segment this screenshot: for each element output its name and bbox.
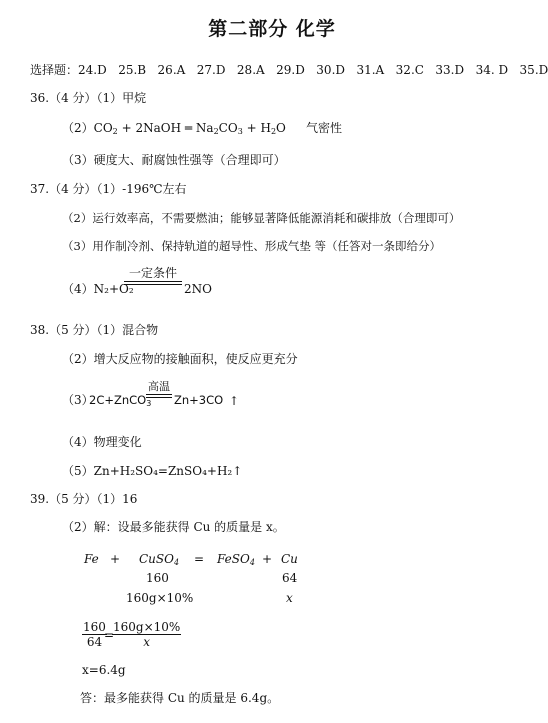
- choice-answer: 33.D: [435, 63, 465, 77]
- q39-head: 39.（5 分）（1）16: [30, 492, 138, 506]
- reaction-condition: [146, 378, 172, 398]
- q38-part4: （4）物理变化: [62, 435, 142, 449]
- formula-text: CO: [218, 121, 238, 135]
- q36-head: 36.（4 分）（1）甲烷: [30, 91, 147, 105]
- q38-p3-lhs: [89, 392, 151, 412]
- q36-p2-label: （2）: [62, 121, 94, 135]
- q38-p3-label: （3）: [62, 393, 94, 407]
- formula-text: CuSO: [139, 552, 174, 566]
- condition-text: 一定条件: [128, 266, 177, 280]
- eq-cu: Cu: [281, 552, 298, 566]
- eq-feso4: [217, 551, 255, 571]
- formula-sub: 2: [270, 127, 277, 136]
- choice-answer: 35.D: [519, 63, 548, 77]
- formula-sub: 2: [112, 127, 118, 136]
- q36-part2: [62, 120, 286, 140]
- formula-sub: 2: [213, 127, 219, 136]
- q38-p3-rhs: Zn+3CO: [174, 393, 224, 407]
- ratio-right-num: 160g×10%: [113, 620, 181, 634]
- q39-part2: （2）解：设最多能获得 Cu 的质量是 x。: [62, 520, 285, 534]
- formula-text: FeSO: [217, 552, 250, 566]
- choice-answer: 30.D: [316, 63, 346, 77]
- choice-answers: [30, 62, 548, 78]
- formula-sub: 4: [249, 558, 255, 567]
- mass-cuso4: 160: [146, 571, 169, 585]
- condition-text: 高温: [148, 380, 170, 393]
- formula-text: CO: [93, 121, 113, 135]
- q38-part5: （5）Zn+H₂SO₄=ZnSO₄+H₂↑: [62, 464, 243, 478]
- q38-part2: （2）增大反应物的接触面积，使反应更充分: [62, 352, 298, 366]
- formula-sub: 3: [237, 127, 243, 136]
- choice-answer: 26.A: [157, 63, 186, 77]
- formula-text: O: [276, 121, 286, 135]
- q37-head: 37.（4 分）（1）-196℃左右: [30, 182, 187, 196]
- ratio-equals: =: [104, 628, 115, 642]
- q37-p4-product: 2NO: [184, 282, 212, 296]
- q37-part3: （3）用作制冷剂、保持轨道的超导性、形成气垫 等（任答对一条即给分）: [62, 239, 441, 253]
- choice-answer: 28.A: [236, 63, 265, 77]
- formula-sub: 4: [173, 558, 180, 567]
- page-title: 第二部分 化学: [208, 18, 336, 40]
- q37-part2: （2）运行效率高，不需要燃油；能够显著降低能源消耗和碳排放（合理即可）: [62, 211, 461, 225]
- ratio-right: [112, 620, 181, 649]
- mass-cu: 64: [282, 571, 298, 585]
- choice-answer: 24.D: [78, 63, 107, 77]
- formula-text: + H: [242, 121, 271, 135]
- choice-label: 选择题：: [30, 63, 79, 77]
- q38-head: 38.（5 分）（1）混合物: [30, 323, 159, 337]
- equals-sign: [146, 394, 172, 398]
- ratio-left-num: 160: [83, 620, 106, 634]
- given-mass: 160g×10%: [126, 591, 194, 605]
- eq-plus: +: [110, 552, 121, 566]
- choice-answer: 32.C: [395, 63, 424, 77]
- q37-p4-label: （4）N₂+O₂: [62, 282, 134, 296]
- formula-text: + 2NaOH ═ Na: [117, 121, 214, 135]
- reaction-condition: [124, 264, 182, 285]
- choice-answer: 29.D: [276, 63, 305, 77]
- result: x=6.4g: [82, 663, 126, 677]
- equals-sign: [124, 281, 182, 285]
- eq-plus: +: [262, 552, 273, 566]
- choice-answer: 31.A: [356, 63, 385, 77]
- ratio-left-den: 64: [82, 634, 107, 649]
- q36-part3: （3）硬度大、耐腐蚀性强等（合理即可）: [62, 153, 286, 167]
- choice-answer: 34. D: [475, 63, 509, 77]
- ratio-right-den: x: [112, 634, 181, 649]
- eq-cuso4: [139, 551, 179, 571]
- eq-equals: =: [194, 552, 205, 566]
- formula-sub: 3: [146, 399, 152, 408]
- q36-p2-note: 气密性: [306, 121, 343, 135]
- unknown-x: x: [286, 591, 293, 605]
- gas-arrow: ↑: [229, 394, 240, 408]
- choice-answer: 25.B: [118, 63, 147, 77]
- eq-fe: Fe: [84, 552, 99, 566]
- choice-answer: 27.D: [196, 63, 226, 77]
- final-answer: 答：最多能获得 Cu 的质量是 6.4g。: [80, 691, 280, 705]
- formula-text: 2C+ZnCO: [89, 393, 147, 407]
